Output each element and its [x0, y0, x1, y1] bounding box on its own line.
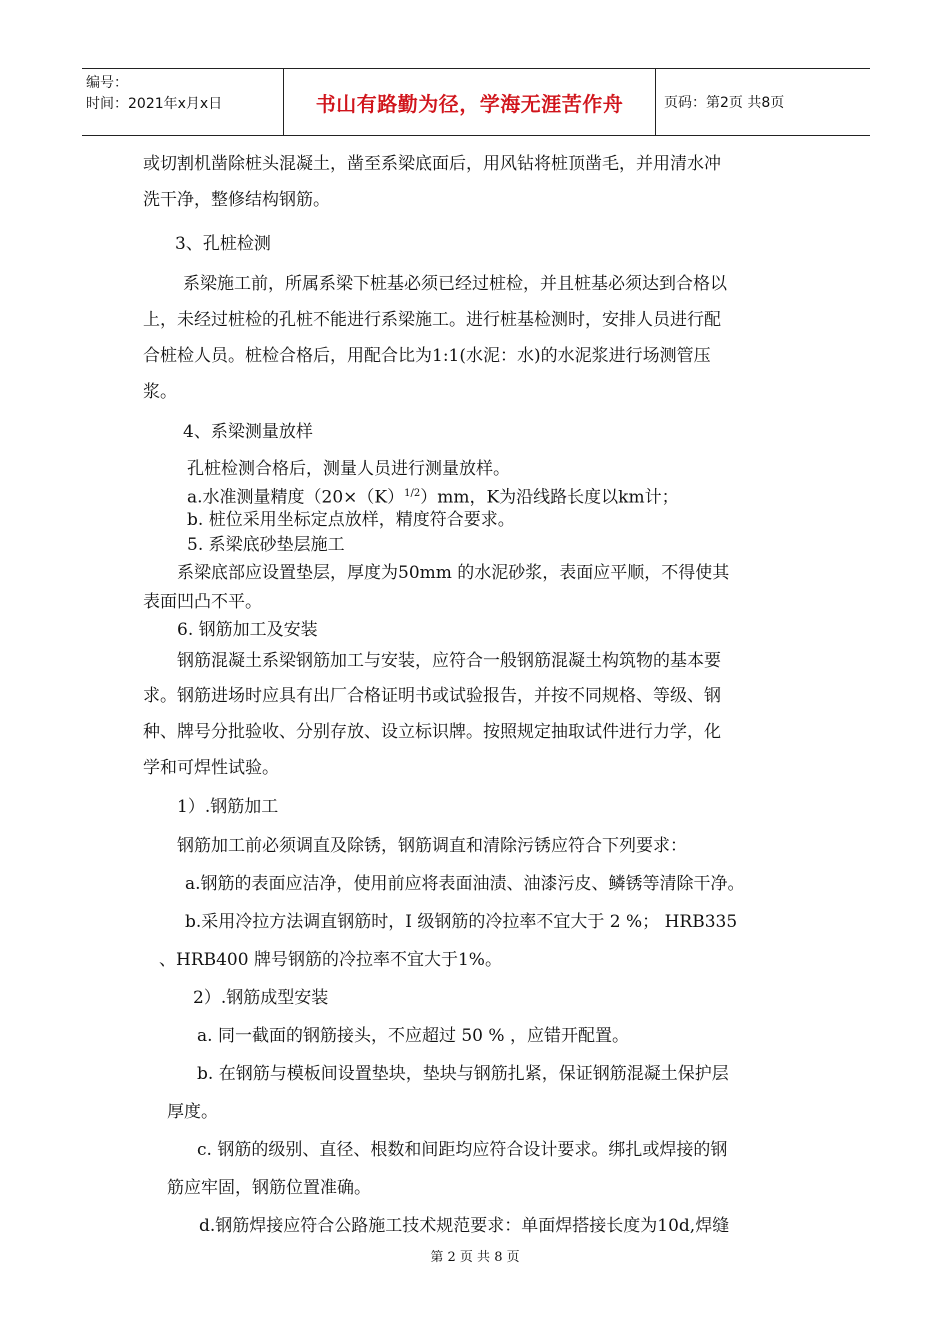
paragraph-line: 表面凹凸不平。 — [143, 592, 262, 612]
page-info: 页码：第2页 共8页 — [664, 95, 785, 111]
date-label: 时间：2021年x月x日 — [86, 96, 223, 112]
paragraph-line: 5. 系梁底砂垫层施工 — [187, 535, 345, 555]
code-label: 编号： — [86, 75, 128, 91]
paragraph-line: 、HRB400 牌号钢筋的冷拉率不宜大于1%。 — [159, 950, 502, 970]
paragraph-line: 6. 钢筋加工及安装 — [177, 620, 318, 640]
page-header — [82, 68, 870, 136]
motto: 书山有路勤为径，学海无涯苦作舟 — [284, 69, 656, 135]
paragraph-line: 洗干净，整修结构钢筋。 — [143, 190, 330, 210]
paragraph-line: 系梁底部应设置垫层，厚度为50mm 的水泥砂浆，表面应平顺，不得使其 — [177, 563, 730, 583]
paragraph-line: b.采用冷拉方法调直钢筋时，I 级钢筋的冷拉率不宜大于 2 %； HRB335 — [185, 912, 738, 932]
paragraph-line: 2）.钢筋成型安装 — [193, 988, 329, 1008]
paragraph-line: 筋应牢固，钢筋位置准确。 — [167, 1178, 371, 1198]
paragraph-line: 学和可焊性试验。 — [143, 758, 279, 778]
exponent: 1/2 — [404, 488, 421, 499]
paragraph-line: c. 钢筋的级别、直径、根数和间距均应符合设计要求。绑扎或焊接的钢 — [197, 1140, 728, 1160]
paragraph-line: 系梁施工前，所属系梁下桩基必须已经过桩检，并且桩基必须达到合格以 — [183, 274, 727, 294]
paragraph-line: 合桩检人员。桩检合格后，用配合比为1:1(水泥：水)的水泥浆进行场测管压 — [143, 346, 711, 366]
paragraph-line: 1）.钢筋加工 — [177, 797, 279, 817]
paragraph-line: 种、牌号分批验收、分别存放、设立标识牌。按照规定抽取试件进行力学，化 — [143, 722, 721, 742]
paragraph-line: 求。钢筋进场时应具有出厂合格证明书或试验报告，并按不同规格、等级、钢 — [143, 686, 721, 706]
paragraph-line: 或切割机凿除桩头混凝土，凿至系梁底面后，用风钻将桩顶凿毛，并用清水冲 — [143, 154, 721, 174]
header-left-cell — [82, 69, 284, 135]
paragraph-line: 厚度。 — [167, 1102, 218, 1122]
paragraph-line: 钢筋加工前必须调直及除锈，钢筋调直和清除污锈应符合下列要求： — [177, 836, 687, 856]
paragraph-line: 浆。 — [143, 382, 177, 402]
paragraph-line: a.钢筋的表面应洁净，使用前应将表面油渍、油漆污皮、鳞锈等清除干净。 — [185, 874, 745, 894]
paragraph-line: 上，未经过桩检的孔桩不能进行系梁施工。进行桩基检测时，安排人员进行配 — [143, 310, 721, 330]
paragraph-line: 4、系梁测量放样 — [183, 422, 313, 442]
paragraph-line: 孔桩检测合格后，测量人员进行测量放样。 — [187, 459, 510, 479]
paragraph-line: 钢筋混凝土系梁钢筋加工与安装，应符合一般钢筋混凝土构筑物的基本要 — [177, 651, 721, 671]
paragraph-line: a.水准测量精度$(20\times(K)^{1/2})mm$，K为沿线路长度以km计； — [187, 487, 679, 508]
page-footer: 第 2 页 共 8 页 — [430, 1250, 520, 1265]
paragraph-line: a. 同一截面的钢筋接头，不应超过 50 % ，应错开配置。 — [197, 1026, 629, 1046]
paragraph-line: 3、孔桩检测 — [175, 234, 271, 254]
paragraph-line: b. 桩位采用坐标定点放样，精度符合要求。 — [187, 510, 515, 530]
paragraph-line: b. 在钢筋与模板间设置垫块，垫块与钢筋扎紧，保证钢筋混凝土保护层 — [197, 1064, 729, 1084]
paragraph-line: d.钢筋焊接应符合公路施工技术规范要求：单面焊搭接长度为10d,焊缝 — [199, 1216, 730, 1236]
